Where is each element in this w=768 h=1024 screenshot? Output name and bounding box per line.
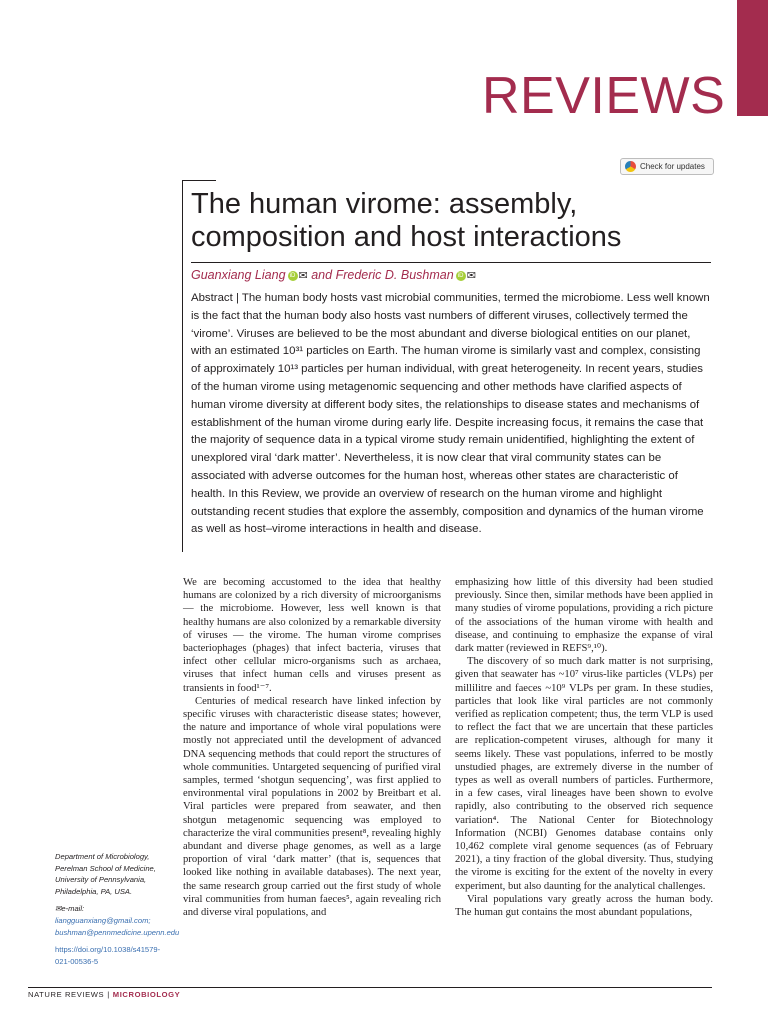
section-label: REVIEWS xyxy=(482,67,726,125)
title-line-1: The human virome: assembly, xyxy=(191,188,578,220)
body-column-right xyxy=(455,576,713,919)
check-for-updates-label: Check for updates xyxy=(640,162,705,171)
author-liang[interactable]: Guanxiang Liang xyxy=(191,268,286,282)
email-links[interactable]: liangguanxiang@gmail.com; bushman@pennmedicine.upenn.edu xyxy=(55,915,180,937)
footer-separator: | xyxy=(107,990,110,999)
footer-journal: MICROBIOLOGY xyxy=(112,990,181,999)
footer-rule xyxy=(28,987,712,988)
title-line-2: composition and host interactions xyxy=(191,221,622,253)
crossmark-icon xyxy=(625,161,636,172)
check-for-updates-button[interactable] xyxy=(620,158,714,175)
title-frame-vertical xyxy=(182,180,183,552)
page-footer xyxy=(28,990,180,999)
orcid-icon[interactable]: iD xyxy=(456,271,466,281)
body-paragraph: Centuries of medical research have linked infection by specific viruses with characteristic disease states; however, the nature and importance of whole viral populations were mostly not appreciated until the development of advanced DNA sequencing methods that could report the structures of whole communities. Untargeted sequencing of purified viral samples, termed ‘shotgun sequencing’, was first applied to environmental viral populations in 2002 by Breitbart et al. Viral particles were prepared from seawater, and then shotgun metagenomic sequencing was employed to characterize the viral communities present⁸, revealing highly abundant and diverse phage genomes, as well as a large proportion of viral ‘dark matter’ (that is, sequences that looked like nothing in available databases). The next year, the same research group carried out the first study of whole viral communities from human faeces⁵, again revealing rich and diverse viral populations, and xyxy=(183,695,441,919)
email-label: ✉e-mail: xyxy=(55,904,85,914)
affiliation: Department of Microbiology, Perelman School of Medicine, University of Pennsylvania, Philadelphia, PA, USA. xyxy=(55,852,156,896)
abstract-label: Abstract xyxy=(191,292,233,304)
mail-icon[interactable]: ✉ xyxy=(298,270,308,282)
article-title xyxy=(191,188,711,254)
abstract: Abstract | The human body hosts vast microbial communities, termed the microbiome. Less well known is the fact that the human body also hosts vast numbers of different viruses, collectively termed the ‘virome’. Viruses are believed to be the most abundant and diverse biological entities on our planet, with an estimated 10³¹ particles on Earth. The human virome is similarly vast and complex, consisting of approximately 10¹³ particles per human individual, with great heterogeneity. In recent years, studies of the human virome using metagenomic sequencing and other methods have clarified aspects of human virome diversity at different body sites, the relationships to disease states and mechanisms of establishment of the human virome during early life. Despite increasing focus, it remains the case that the majority of sequence data in a typical virome study remain unidentified, highlighting the extent of unexplored viral ‘dark matter’. Nevertheless, it is now clear that viral community states can be associated with adverse outcomes for the human host, whereas other states are characteristic of health. In this Review, we provide an overview of research on the human virome and highlight outstanding recent studies that explore the assembly, composition and dynamics of the human virome as well as host–virome interactions in health and disease. xyxy=(191,292,710,536)
abstract-text: The human body hosts vast microbial communities, termed the microbiome. Less well known is the fact that the human body also hosts vast numbers of different viruses, collectively termed the ‘virome’. Viruses are believed to be the most abundant and diverse biological entities on our planet, with an estimated 10³¹ particles on Earth. The human virome is similarly vast and complex, consisting of approximately 10¹³ particles per human individual, with great heterogeneity. In recent years, studies of the human virome using metagenomic sequencing and other methods have clarified aspects of human virome diversity at different body sites, the relationships to disease states and mechanisms of establishment of the human virome during early life. Despite increasing focus, it remains the case that the majority of sequence data in a typical virome study remain unidentified, highlighting the extent of unexplored viral ‘dark matter’. Nevertheless, it is now clear that viral community states can be associated with adverse outcomes for the human host, whereas other states are characteristic of health. In this Review, we provide an overview of research on the human virome and highlight outstanding recent studies that explore the assembly, composition and dynamics of the human virome as well as host–virome interactions in health and disease. xyxy=(191,292,710,536)
footer-publisher: NATURE REVIEWS xyxy=(28,990,105,999)
body-paragraph: Viral populations vary greatly across the human body. The human gut contains the most abundant populations, xyxy=(455,893,713,919)
mail-icon[interactable]: ✉ xyxy=(466,270,476,282)
affiliation-sidebar xyxy=(55,851,180,973)
body-paragraph: The discovery of so much dark matter is not surprising, given that seawater has ~10⁷ virus-like particles (VLPs) per millilitre and faeces ~10⁹ VLPs per gram. In these studies, particles that look like viral particles are not commonly verified as replication competent; thus, the term VLP is used to reflect the fact that we are uncertain that these particles are replication-competent viruses, although for many it seems likely. These vast populations, inferred to be mostly unstudied phages, are extremely diverse in the number of types as well as overall numbers of particles. Furthermore, in a few cases, viral lineages have been shown to evolve rapidly, also contributing to the observed rich sequence variation⁴. The National Center for Biotechnology Information (NCBI) Genomes database contains only 10,462 complete viral genome sequences (as of February 2021), a tiny fraction of the global diversity. Thus, studying the virome is exciting for the extent of the novelty in every experiment, but also daunting for the analytical challenges. xyxy=(455,656,713,892)
author-bushman[interactable]: Frederic D. Bushman xyxy=(335,268,454,282)
author-list xyxy=(191,266,711,285)
orcid-icon[interactable]: iD xyxy=(288,271,298,281)
body-column-left xyxy=(183,576,441,919)
section-tab-bar xyxy=(737,0,768,116)
author-conjunction: and xyxy=(311,268,333,282)
title-rule xyxy=(191,262,711,263)
title-frame-horizontal xyxy=(182,180,216,181)
body-paragraph: We are becoming accustomed to the idea that healthy humans are colonized by a rich diversity of microorganisms — the microbiome. However, less well known is that healthy humans are also colonized by a remarkable diversity of viruses — the virome. The human virome comprises bacteriophages (phages) that infect bacteria, viruses that infect other cellular micro-organisms such as archaea, viruses that infect human cells and viruses present as transients in food¹⁻⁷. xyxy=(183,577,441,694)
doi-link[interactable]: https://doi.org/10.1038/s41579-021-00536-5 xyxy=(55,945,161,966)
body-paragraph: emphasizing how little of this diversity had been studied previously. Since then, similar methods have been applied in many studies of virome populations, providing a rich picture of the associations of the human virome with health and disease, and continuing to emphasize the expanse of viral dark matter (reviewed in REFS⁹,¹⁰). xyxy=(455,577,713,655)
